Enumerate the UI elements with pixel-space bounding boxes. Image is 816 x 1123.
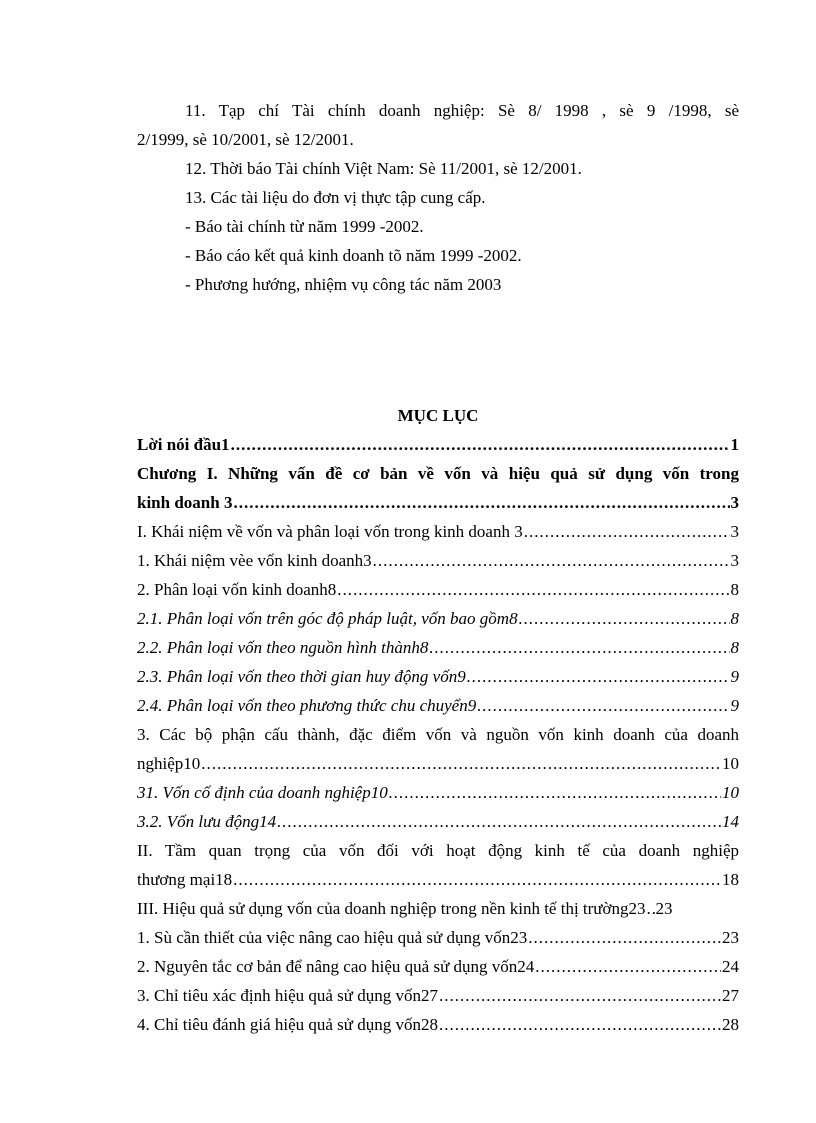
toc-entry-label-line1: II. Tầm quan trọng của vốn đối với hoạt động kinh tế của doanh nghiệp <box>137 841 739 860</box>
toc-entry[interactable] <box>137 430 739 459</box>
toc-entry[interactable] <box>137 923 739 952</box>
toc-page-number: 23 <box>722 928 739 947</box>
toc-leader-dots <box>467 662 730 691</box>
reference-list <box>137 96 739 299</box>
toc-entry-label: kinh doanh 3 <box>137 493 233 512</box>
toc-leader-dots <box>528 923 721 952</box>
toc-leader-dots <box>277 807 721 836</box>
toc-leader-dots <box>201 749 721 778</box>
toc-leader-dots <box>439 981 721 1010</box>
toc-entry-label: 2. Nguyên tắc cơ bản để nâng cao hiệu quả sử dụng vốn24 <box>137 957 535 976</box>
toc-page-number: 9 <box>730 696 739 715</box>
toc-entry-label: 3.2. Vốn lưu động14 <box>137 812 277 831</box>
toc-page-number: 3 <box>730 551 739 570</box>
toc-entry-label: 2.2. Phân loại vốn theo nguồn hình thành8 <box>137 638 429 657</box>
toc-entry[interactable] <box>137 459 739 517</box>
toc-entry-label: 2.4. Phân loại vốn theo phương thức chu chuyển9 <box>137 696 477 715</box>
toc-entry-label: 1. Khái niệm vèe vốn kinh doanh3 <box>137 551 372 570</box>
toc-leader-dots <box>647 894 655 923</box>
toc-entry[interactable] <box>137 633 739 662</box>
toc-entry[interactable] <box>137 807 739 836</box>
toc-entry[interactable] <box>137 778 739 807</box>
toc-entry[interactable] <box>137 546 739 575</box>
toc-entry-label: 1. Sù cần thiết của việc nâng cao hiệu quả sử dụng vốn23 <box>137 928 528 947</box>
toc-page-number: 8 <box>730 580 739 599</box>
toc-entry[interactable] <box>137 604 739 633</box>
toc-page-number: 14 <box>722 812 739 831</box>
toc-entry[interactable] <box>137 691 739 720</box>
toc-entry-label: 2.1. Phân loại vốn trên góc độ pháp luật, vốn bao gồm8 <box>137 609 518 628</box>
toc-entry[interactable] <box>137 517 739 546</box>
toc-entry[interactable] <box>137 720 739 778</box>
table-of-contents <box>137 401 739 1039</box>
toc-leader-dots <box>233 488 729 517</box>
toc-page-number: 10 <box>722 754 739 773</box>
toc-entry-label: nghiệp10 <box>137 754 201 773</box>
toc-leader-dots <box>524 517 730 546</box>
toc-page-number: 28 <box>722 1015 739 1034</box>
reference-subitem: - Báo cáo kết quả kinh doanh tõ năm 1999 -2002. <box>185 246 522 265</box>
toc-page-number: 8 <box>730 638 739 657</box>
toc-entry-label: III. Hiệu quả sử dụng vốn của doanh nghiệp trong nền kinh tế thị trường23 <box>137 899 646 918</box>
toc-title: MỤC LỤC <box>397 406 479 425</box>
toc-leader-dots <box>535 952 721 981</box>
toc-page-number: 24 <box>722 957 739 976</box>
reference-item-13: 13. Các tài liệu do đơn vị thực tập cung cấp. <box>185 188 486 207</box>
toc-page-number: 9 <box>730 667 739 686</box>
reference-item-11-line1: 11. Tạp chí Tài chính doanh nghiệp: Sè 8/ 1998 , sè 9 /1998, sè <box>185 101 739 120</box>
reference-subitem: - Báo tài chính từ năm 1999 -2002. <box>185 217 424 236</box>
toc-entry[interactable] <box>137 894 739 923</box>
toc-entry-label: 3. Chỉ tiêu xác định hiệu quả sử dụng vốn27 <box>137 986 439 1005</box>
toc-entry-label: I. Khái niệm về vốn và phân loại vốn trong kinh doanh 3 <box>137 522 523 541</box>
reference-item-12: 12. Thời báo Tài chính Việt Nam: Sè 11/2001, sè 12/2001. <box>185 159 582 178</box>
toc-leader-dots <box>233 865 721 894</box>
toc-leader-dots <box>429 633 729 662</box>
toc-entry-label: Lời nói đầu1 <box>137 435 230 454</box>
toc-page-number: 23 <box>655 899 673 918</box>
toc-entry-label: thương mại18 <box>137 870 233 889</box>
toc-entry[interactable] <box>137 1010 739 1039</box>
toc-page-number: 8 <box>730 609 739 628</box>
toc-entry[interactable] <box>137 575 739 604</box>
toc-page-number: 1 <box>730 435 739 454</box>
toc-entry-label-line1: Chương I. Những vấn đề cơ bản về vốn và hiệu quả sử dụng vốn trong <box>137 464 739 483</box>
toc-entry-label: 2. Phân loại vốn kinh doanh8 <box>137 580 337 599</box>
toc-entry-label: 31. Vốn cố định của doanh nghiệp10 <box>137 783 388 802</box>
toc-entry[interactable] <box>137 836 739 894</box>
toc-leader-dots <box>373 546 730 575</box>
reference-item-11-line2: 2/1999, sè 10/2001, sè 12/2001. <box>137 130 354 149</box>
toc-leader-dots <box>519 604 730 633</box>
toc-entry[interactable] <box>137 952 739 981</box>
toc-entry-label: 2.3. Phân loại vốn theo thời gian huy động vốn9 <box>137 667 466 686</box>
toc-entry[interactable] <box>137 662 739 691</box>
toc-leader-dots <box>337 575 729 604</box>
toc-leader-dots <box>439 1010 721 1039</box>
toc-page-number: 3 <box>730 522 739 541</box>
reference-subitem: - Phương hướng, nhiệm vụ công tác năm 2003 <box>185 275 502 294</box>
toc-entry[interactable] <box>137 981 739 1010</box>
toc-entry-label-line1: 3. Các bộ phận cấu thành, đặc điểm vốn và nguồn vốn kinh doanh của doanh <box>137 725 739 744</box>
toc-entry-label: 4. Chỉ tiêu đánh giá hiệu quả sử dụng vốn28 <box>137 1015 439 1034</box>
toc-leader-dots <box>231 430 730 459</box>
toc-leader-dots <box>477 691 729 720</box>
toc-page-number: 10 <box>722 783 739 802</box>
toc-leader-dots <box>389 778 721 807</box>
toc-page-number: 27 <box>722 986 739 1005</box>
toc-page-number: 18 <box>722 870 739 889</box>
toc-page-number: 3 <box>730 493 739 512</box>
